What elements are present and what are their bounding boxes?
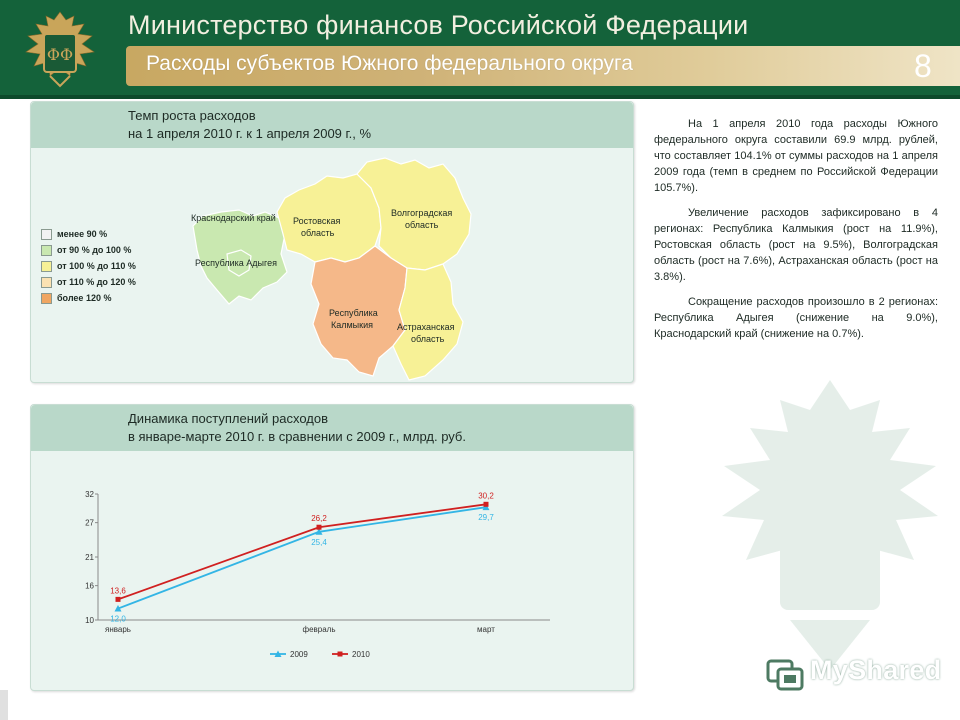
legend-swatch (41, 277, 52, 288)
series-line-2010 (118, 504, 486, 599)
summary-paragraph-3: Сокращение расходов произошло в 2 регионах: Республика Адыгея (снижение на 9.0%), Краснодарский край (снижение на 0.7%). (654, 296, 938, 340)
map-panel-title (128, 107, 371, 143)
chart-panel-header (31, 405, 633, 451)
chart-panel-title (128, 410, 466, 446)
map-panel-header (31, 102, 633, 148)
label-rostov-line1: Ростовская (293, 216, 341, 226)
map-title-line2: на 1 апреля 2010 г. к 1 апреля 2009 г., % (128, 126, 372, 141)
label-kalmykia-line2: Калмыкия (331, 320, 373, 330)
data-label-2010: 26,2 (311, 514, 327, 524)
x-tick-label: февраль (302, 625, 336, 634)
label-astrakhan-line2: область (411, 334, 445, 344)
label-volgograd-line2: область (405, 220, 439, 230)
series-line-2009 (118, 507, 486, 608)
legend-label-2009: 2009 (290, 650, 308, 659)
legend-marker-2010 (338, 652, 343, 657)
data-point-2010 (116, 597, 121, 602)
legend-item (41, 258, 136, 274)
map-legend (41, 226, 136, 306)
x-tick-label: январь (105, 625, 131, 634)
data-point-2010 (317, 525, 322, 530)
legend-label: более 120 % (57, 293, 112, 303)
myshared-logo-icon (766, 657, 806, 693)
y-tick-label: 16 (85, 581, 94, 591)
y-tick-label: 21 (85, 553, 94, 562)
legend-label: от 100 % до 110 % (57, 261, 136, 271)
data-label-2010: 30,2 (478, 491, 494, 501)
header-divider (0, 95, 960, 99)
y-tick-label: 10 (85, 616, 94, 625)
data-label-2009: 25,4 (311, 537, 327, 547)
legend-swatch (41, 293, 52, 304)
legend-item (41, 290, 136, 306)
legend-swatch (41, 229, 52, 240)
legend-swatch (41, 245, 52, 256)
label-rostov-line2: область (301, 228, 335, 238)
svg-text:ΦΦ: ΦΦ (46, 45, 74, 64)
legend-item (41, 242, 136, 258)
map-panel (30, 101, 634, 383)
data-label-2009: 29,7 (478, 513, 494, 523)
page-title: Расходы субъектов Южного федерального округа (146, 52, 633, 75)
legend-label: менее 90 % (57, 229, 108, 239)
summary-paragraph-1: На 1 апреля 2010 года расходы Южного федерального округа составили 69.9 млрд. рублей, что составляет 104.1% от суммы расходов на 1 апреля 2009 года (темп в среднем по Российской Федерации 105.7%). (654, 118, 938, 194)
legend-label: от 90 % до 100 % (57, 245, 132, 255)
data-point-2010 (484, 502, 489, 507)
x-tick-label: март (477, 625, 495, 634)
y-tick-label: 32 (85, 490, 94, 499)
y-tick-label: 27 (85, 518, 94, 528)
edge-strip (0, 690, 8, 720)
data-label-2009: 12,0 (110, 614, 126, 624)
summary-paragraph-2: Увеличение расходов зафиксировано в 4 регионах: Республика Калмыкия (рост на 11.9%), Ростовская область (рост на 9.5%), Волгоградская область (рост на 7.6%), Астраханская область (рост на 3.8%). (654, 207, 938, 283)
page-number: 8 (914, 48, 932, 84)
label-kalmykia-line1: Республика (329, 308, 378, 318)
legend-item (41, 226, 136, 242)
legend-item (41, 274, 136, 290)
label-volgograd-line1: Волгоградская (391, 208, 453, 218)
legend-label-2010: 2010 (352, 650, 370, 659)
legend-label: от 110 % до 120 % (57, 277, 136, 287)
ministry-emblem-icon (14, 6, 106, 92)
regions-map (181, 154, 481, 382)
map-title-line1: Темп роста расходов (128, 108, 256, 123)
data-label-2010: 13,6 (110, 586, 126, 596)
chart-title-line2: в январе-марте 2010 г. в сравнении с 2009 г., млрд. руб. (128, 429, 466, 444)
expenditure-line-chart (40, 480, 600, 670)
label-krasnodar: Краснодарский край (191, 213, 276, 223)
label-adygea: Республика Адыгея (195, 258, 277, 268)
myshared-brand[interactable]: MyShared (810, 655, 942, 685)
summary-text (654, 116, 938, 351)
legend-swatch (41, 261, 52, 272)
watermark-emblem-icon (700, 370, 960, 700)
label-astrakhan-line1: Астраханская (397, 322, 455, 332)
chart-title-line1: Динамика поступлений расходов (128, 411, 329, 426)
ministry-name: Министерство финансов Российской Федерации (128, 10, 749, 40)
